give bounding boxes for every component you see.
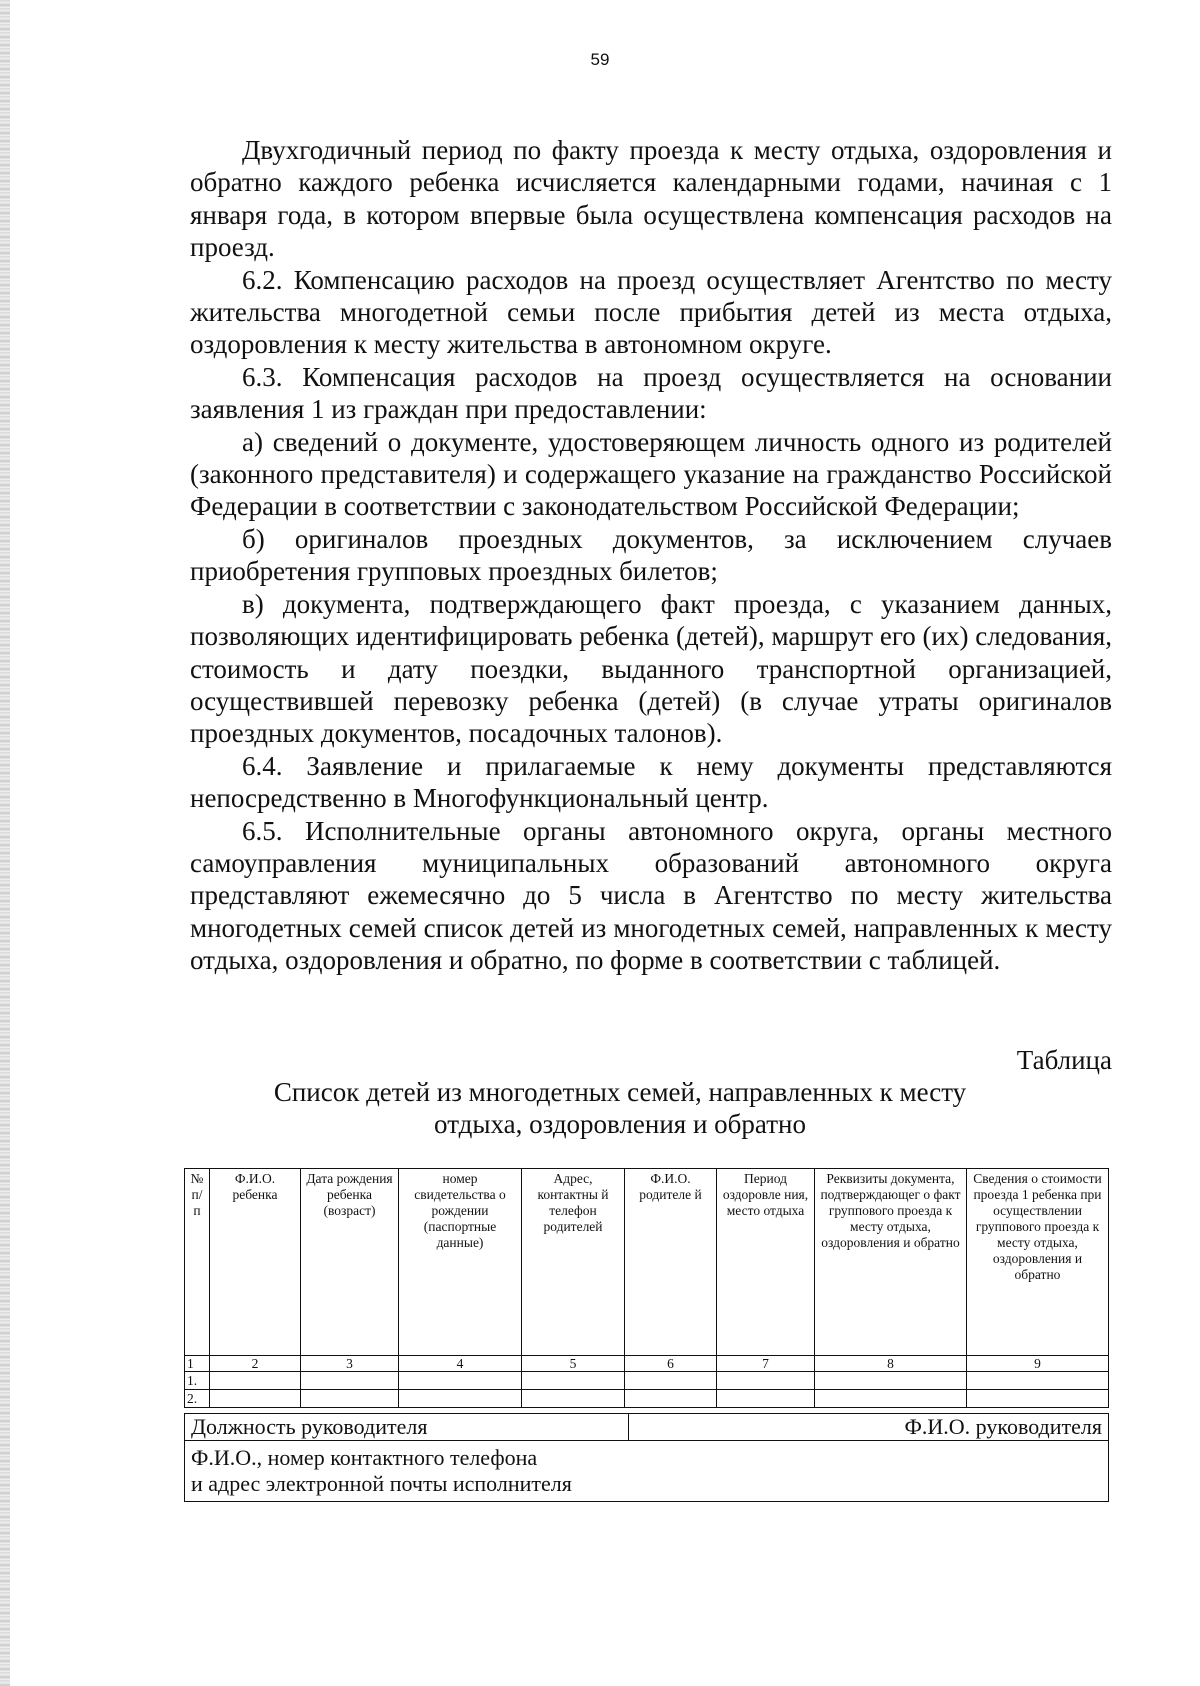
- table-cell: [210, 1372, 301, 1390]
- column-number: 8: [815, 1356, 967, 1372]
- paragraph: 6.3. Компенсация расходов на проезд осуществляется на основании заявления 1 из граждан при предоставлении:: [190, 361, 1112, 425]
- table-cell: [399, 1372, 522, 1390]
- paragraph: б) оригиналов проездных документов, за исключением случаев приобретения групповых проездных билетов;: [190, 523, 1112, 587]
- table-cell: [399, 1390, 522, 1408]
- column-number: 2: [210, 1356, 301, 1372]
- paragraph: 6.5. Исполнительные органы автономного округа, органы местного самоуправления муниципальных образований автономного округа представляют ежемесячно до 5 числа в Агентство по месту жительства многодетных семей список детей из многодетных семей, направленных к месту отдыха, оздоровления и обратно, по форме в соответствии с таблицей.: [190, 815, 1112, 976]
- table-cell: [625, 1372, 717, 1390]
- table-cell: [967, 1390, 1109, 1408]
- table-label: Таблица: [1016, 1045, 1112, 1075]
- table-cell: [301, 1372, 399, 1390]
- row-number: 1.: [185, 1372, 210, 1390]
- page-number: 59: [590, 50, 610, 69]
- signature-row: [185, 1414, 1109, 1441]
- position-label: Должность руководителя: [185, 1414, 629, 1441]
- table-cell: [815, 1390, 967, 1408]
- name-label: Ф.И.О. руководителя: [629, 1414, 1109, 1441]
- signature-table: [184, 1413, 1109, 1502]
- header-cell: Период оздоровле ния, место отдыха: [717, 1169, 815, 1356]
- table-cell: [301, 1390, 399, 1408]
- paragraph: 6.2. Компенсацию расходов на проезд осуществляет Агентство по месту жительства многодетной семьи после прибытия детей из места отдыха, оздоровления к месту жительства в автономном округе.: [190, 264, 1112, 360]
- header-row: [185, 1169, 1109, 1356]
- header-cell: Ф.И.О. ребенка: [210, 1169, 301, 1356]
- column-number: 5: [522, 1356, 625, 1372]
- children-list-table: [184, 1168, 1109, 1408]
- table-title-line1: Список детей из многодетных семей, направленных к месту: [273, 1077, 967, 1107]
- table-caption: [190, 1044, 1112, 1140]
- body-text: [190, 134, 1112, 977]
- column-number: 7: [717, 1356, 815, 1372]
- header-cell: Ф.И.О. родителе й: [625, 1169, 717, 1356]
- table-title-line2: отдыха, оздоровления и обратно: [434, 1109, 806, 1139]
- paragraph: 6.4. Заявление и прилагаемые к нему документы представляются непосредственно в Многофункциональный центр.: [190, 750, 1112, 814]
- header-cell: Дата рождения ребенка (возраст): [301, 1169, 399, 1356]
- table-cell: [717, 1390, 815, 1408]
- contact-row: [185, 1441, 1109, 1502]
- contact-cell: [185, 1441, 1109, 1502]
- contact-line: и адрес электронной почты исполнителя: [191, 1471, 572, 1496]
- paragraph: Двухгодичный период по факту проезда к месту отдыха, оздоровления и обратно каждого ребенка исчисляется календарными годами, начиная с 1 января года, в котором впервые была осуществлена компенсация расходов на проезд.: [190, 135, 1112, 263]
- table-cell: [625, 1390, 717, 1408]
- table-cell: [210, 1390, 301, 1408]
- table-cell: [967, 1372, 1109, 1390]
- paragraph: а) сведений о документе, удостоверяющем личность одного из родителей (законного представителя) и содержащего указание на гражданство Российской Федерации в соответствии с законодательством Российской Федерации;: [190, 426, 1112, 522]
- column-number: 3: [301, 1356, 399, 1372]
- header-cell: Реквизиты документа, подтверждающег о факт группового проезда к месту отдыха, оздоровления и обратно: [815, 1169, 967, 1356]
- header-cell: номер свидетельства о рождении (паспортные данные): [399, 1169, 522, 1356]
- column-number-row: [185, 1356, 1109, 1372]
- column-number: 4: [399, 1356, 522, 1372]
- header-cell: № п/ п: [185, 1169, 210, 1356]
- column-number: 9: [967, 1356, 1109, 1372]
- contact-line: Ф.И.О., номер контактного телефона: [191, 1445, 538, 1470]
- table-cell: [522, 1390, 625, 1408]
- table-cell: [717, 1372, 815, 1390]
- column-number: 1: [185, 1356, 210, 1372]
- row-number: 2.: [185, 1390, 210, 1408]
- paragraph: в) документа, подтверждающего факт проезда, с указанием данных, позволяющих идентифицировать ребенка (детей), маршрут его (их) следования, стоимость и дату поездки, выданного транспортной организацией, осуществившей перевозку ребенка (детей) (в случае утраты оригиналов проездных документов, посадочных талонов).: [190, 588, 1112, 749]
- column-number: 6: [625, 1356, 717, 1372]
- table-row: [185, 1390, 1109, 1408]
- header-cell: Сведения о стоимости проезда 1 ребенка при осуществлении группового проезда к месту отдыха, оздоровления и обратно: [967, 1169, 1109, 1356]
- table-cell: [522, 1372, 625, 1390]
- header-cell: Адрес, контактны й телефон родителей: [522, 1169, 625, 1356]
- table-row: [185, 1372, 1109, 1390]
- scan-edge: [0, 0, 10, 1686]
- table-cell: [815, 1372, 967, 1390]
